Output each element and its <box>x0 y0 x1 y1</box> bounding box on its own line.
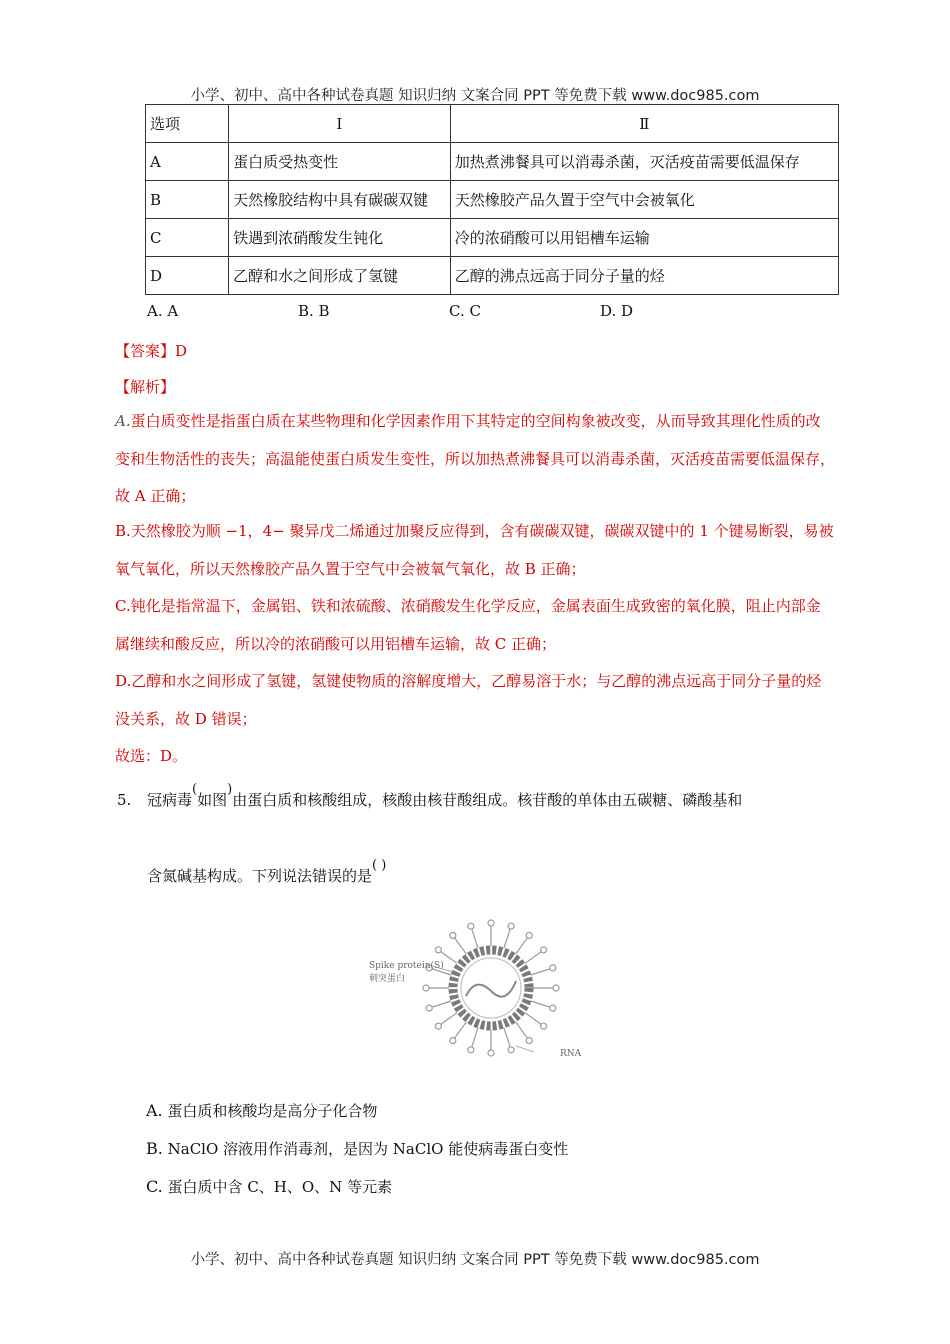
table-cell: 天然橡胶产品久置于空气中会被氧化 <box>450 181 838 219</box>
spike-head <box>450 1038 456 1044</box>
explanation-a-text: 蛋白质变性是指蛋白质在某些物理和化学因素作用下其特定的空间构象被改变，从而导致其理化性质的改变和生物活性的丧失；高温能使蛋白质发生变性，所以加热煮沸餐具可以消毒杀菌，灭活疫苗需要低温保存，故 A 正确； <box>115 412 836 505</box>
question-stem-line2 <box>147 858 387 888</box>
page-header: 小学、初中、高中各种试卷真题 知识归纳 文案合同 PPT 等免费下载 www.doc985.com <box>190 88 760 104</box>
spike-head <box>488 920 494 926</box>
choice-a: A. A <box>147 302 179 320</box>
table-cell: A <box>146 143 229 181</box>
spike-protein <box>516 938 528 954</box>
spike-protein <box>472 929 478 948</box>
spike-head <box>435 1023 441 1029</box>
choice-d: D. D <box>600 302 634 320</box>
spike-head <box>435 947 441 953</box>
explanation-b <box>115 513 835 588</box>
table-cell: 乙醇的沸点远高于同分子量的烃 <box>450 257 838 295</box>
spike-head <box>550 965 556 971</box>
explanation-d <box>115 663 835 738</box>
stem-part: 如图 <box>197 791 228 809</box>
option-label: B. <box>146 1139 163 1158</box>
option-label: C. <box>146 1177 163 1196</box>
spike-label: Spike protein(S) <box>369 961 444 971</box>
question-option-b <box>146 1138 568 1159</box>
spike-head <box>526 1038 532 1044</box>
spike-protein <box>531 969 550 975</box>
table-cell: 铁遇到浓硝酸发生钝化 <box>229 219 451 257</box>
table-header-cell: Ⅰ <box>229 105 451 143</box>
answer-line <box>115 340 187 361</box>
paren-open: ( <box>192 782 198 797</box>
rna-label: RNA <box>560 1049 582 1059</box>
table-cell: 乙醇和水之间形成了氢键 <box>229 257 451 295</box>
spike-head <box>553 985 559 991</box>
explanation-c-text: C.钝化是指常温下，金属铝、铁和浓硫酸、浓硝酸发生化学反应，金属表面生成致密的氧化膜，阻止内部金属继续和酸反应，所以冷的浓硝酸可以用铝槽车运输，故 C 正确； <box>115 597 821 653</box>
explanation-b-text: B.天然橡胶为顺 −1，4− 聚异戊二烯通过加聚反应得到，含有碳碳双键，碳碳双键中的 1 个键易断裂，易被氧气氧化，所以天然橡胶产品久置于空气中会被氧气氧化，故 B 正确； <box>115 522 834 578</box>
table-row <box>146 257 839 295</box>
option-text: 蛋白质中含 C、H、O、N 等元素 <box>167 1178 393 1196</box>
option-text: 蛋白质和核酸均是高分子化合物 <box>167 1102 378 1120</box>
question-option-c <box>146 1176 392 1197</box>
spike-protein <box>525 1013 541 1025</box>
spike-head <box>468 1047 474 1053</box>
stem-part: 含氮碱基构成。下列说法错误的是 <box>147 867 373 885</box>
table-cell: 加热煮沸餐具可以消毒杀菌，灭活疫苗需要低温保存 <box>450 143 838 181</box>
spike-protein <box>516 1022 528 1038</box>
conclusion-text: 故选：D。 <box>115 747 188 765</box>
answer-label: 【答案】 <box>115 342 176 360</box>
spike-protein <box>531 1001 550 1007</box>
coronavirus-diagram <box>366 916 586 1066</box>
explanation-a <box>115 403 835 516</box>
table-row <box>146 143 839 181</box>
answer-value: D <box>175 342 188 360</box>
table-header-cell: 选项 <box>146 105 229 143</box>
spike-protein <box>504 1028 510 1047</box>
explanation-conclusion <box>115 738 835 776</box>
question-number: 5. <box>117 791 132 809</box>
spike-protein <box>441 1013 457 1025</box>
spike-head <box>426 1005 432 1011</box>
stem-part: 冠病毒 <box>147 791 193 809</box>
stem-part: 由蛋白质和核酸组成，核酸由核苷酸组成。核苷酸的单体由五碳糖、磷酸基和 <box>232 791 743 809</box>
virus-figure <box>366 916 586 1066</box>
table-cell: 天然橡胶结构中具有碳碳双键 <box>229 181 451 219</box>
spike-protein <box>432 1001 451 1007</box>
options-table <box>145 104 839 295</box>
question-stem-line1 <box>147 782 847 812</box>
option-text: NaClO 溶液用作消毒剂，是因为 NaClO 能使病毒蛋白变性 <box>167 1140 569 1158</box>
question-option-a <box>146 1100 377 1121</box>
spike-head <box>541 1023 547 1029</box>
page-footer: 小学、初中、高中各种试卷真题 知识归纳 文案合同 PPT 等免费下载 www.doc985.com <box>190 1252 760 1268</box>
table-cell: B <box>146 181 229 219</box>
table-header-cell: Ⅱ <box>450 105 838 143</box>
table-header-row <box>146 105 839 143</box>
spike-head <box>508 923 514 929</box>
analysis-label: 【解析】 <box>115 378 176 396</box>
spike-head <box>423 985 429 991</box>
spike-label-cn: 刺突蛋白 <box>369 974 406 984</box>
spike-head <box>508 1047 514 1053</box>
paren-close: ) <box>227 782 233 797</box>
table-cell: D <box>146 257 229 295</box>
spike-head <box>541 947 547 953</box>
spike-head <box>488 1050 494 1056</box>
choice-b: B. B <box>298 302 330 320</box>
spike-protein <box>504 929 510 948</box>
answer-blank: ( ) <box>372 858 387 873</box>
table-cell: 蛋白质受热变性 <box>229 143 451 181</box>
spike-head <box>526 932 532 938</box>
explanation-d-text: D.乙醇和水之间形成了氢键，氢键使物质的溶解度增大，乙醇易溶于水；与乙醇的沸点远高于同分子量的烃没关系，故 D 错误； <box>115 672 822 728</box>
spike-protein <box>472 1028 478 1047</box>
choice-c: C. C <box>449 302 481 320</box>
table-cell: 冷的浓硝酸可以用铝槽车运输 <box>450 219 838 257</box>
spike-head <box>468 923 474 929</box>
table-cell: C <box>146 219 229 257</box>
spike-head <box>550 1005 556 1011</box>
explanation-a-prefix: A. <box>115 412 131 430</box>
option-label: A. <box>146 1101 163 1120</box>
spike-protein <box>525 952 541 964</box>
spike-head <box>450 932 456 938</box>
table-row <box>146 181 839 219</box>
table-row <box>146 219 839 257</box>
spike-protein <box>455 938 467 954</box>
spike-protein <box>455 1022 467 1038</box>
explanation-c <box>115 588 835 663</box>
